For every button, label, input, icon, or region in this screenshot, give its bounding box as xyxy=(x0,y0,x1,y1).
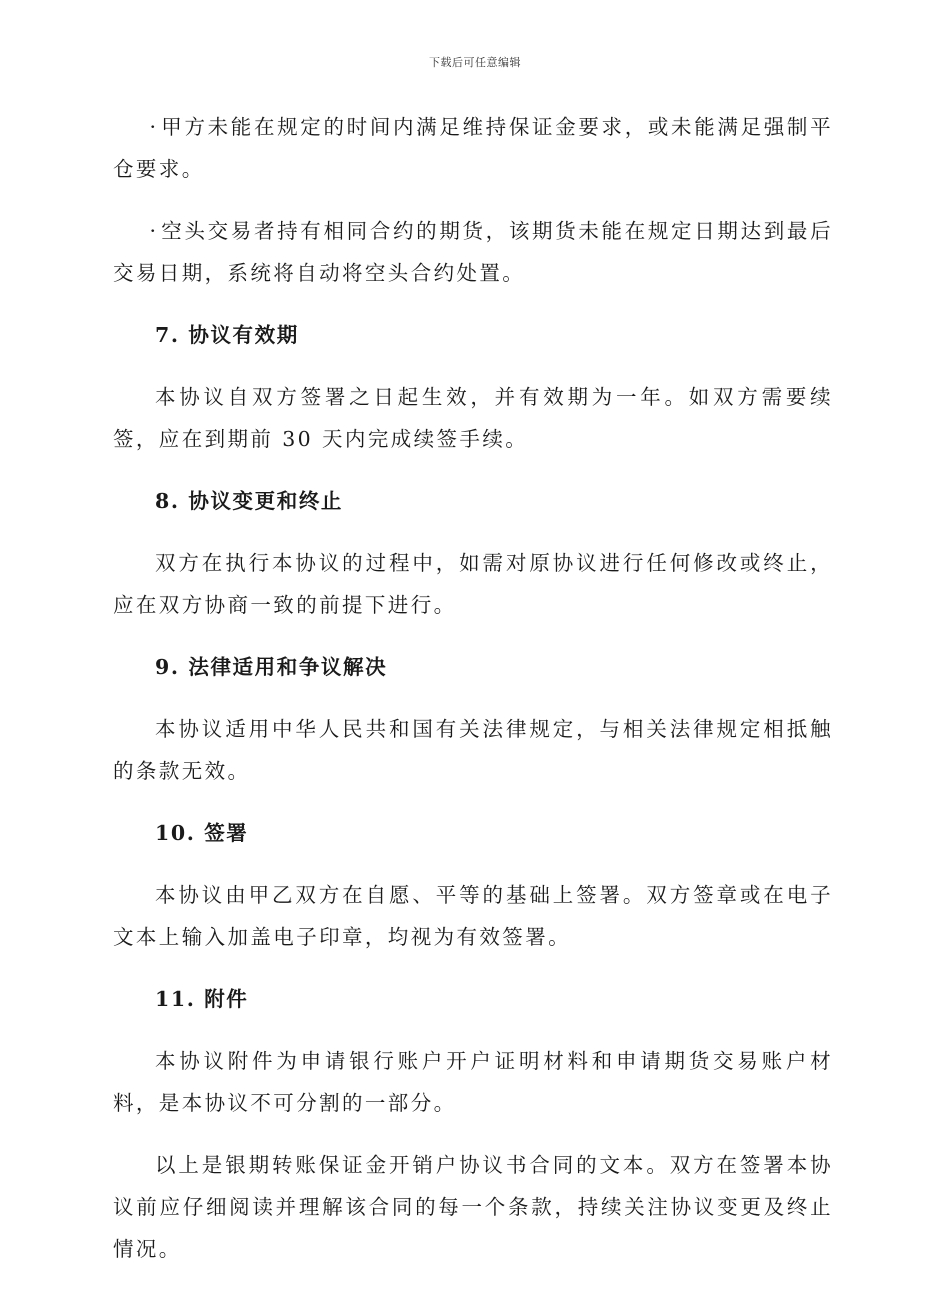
paragraph-text: 本协议由甲乙双方在自愿、平等的基础上签署。双方签章或在电子文本上输入加盖电子印章，均视为有效签署。 xyxy=(113,883,833,949)
paragraph-text: 双方在执行本协议的过程中，如需对原协议进行任何修改或终止，应在双方协商一致的前提下进行。 xyxy=(113,551,833,617)
paragraph-text: 空头交易者持有相同合约的期货，该期货未能在规定日期达到最后交易日期，系统将自动将空头合约处置。 xyxy=(113,219,833,285)
bullet-mark: · xyxy=(149,219,159,243)
section-heading: 7. 协议有效期 xyxy=(155,323,299,347)
section-heading: 8. 协议变更和终止 xyxy=(155,489,344,513)
section-heading: 11. 附件 xyxy=(155,987,249,1011)
paragraph-text: 本协议附件为申请银行账户开户证明材料和申请期货交易账户材料，是本协议不可分割的一部分。 xyxy=(113,1049,833,1115)
paragraph-text: 本协议适用中华人民共和国有关法律规定，与相关法律规定相抵触的条款无效。 xyxy=(113,717,833,783)
section-heading: 9. 法律适用和争议解决 xyxy=(155,655,388,679)
bullet-mark: · xyxy=(149,115,159,139)
paragraph-text: 本协议自双方签署之日起生效，并有效期为一年。如双方需要续签，应在到期前 30 天内完成续签手续。 xyxy=(113,385,833,451)
document-body xyxy=(113,106,833,1290)
section-heading: 10. 签署 xyxy=(155,821,249,845)
paragraph-text: 以上是银期转账保证金开销户协议书合同的文本。双方在签署本协议前应仔细阅读并理解该合同的每一个条款，持续关注协议变更及终止情况。 xyxy=(113,1153,833,1261)
bullet-paragraph xyxy=(113,210,833,294)
bullet-paragraph xyxy=(113,106,833,190)
page-header: 下载后可任意编辑 xyxy=(429,56,521,69)
paragraph-text: 甲方未能在规定的时间内满足维持保证金要求，或未能满足强制平仓要求。 xyxy=(113,115,833,181)
